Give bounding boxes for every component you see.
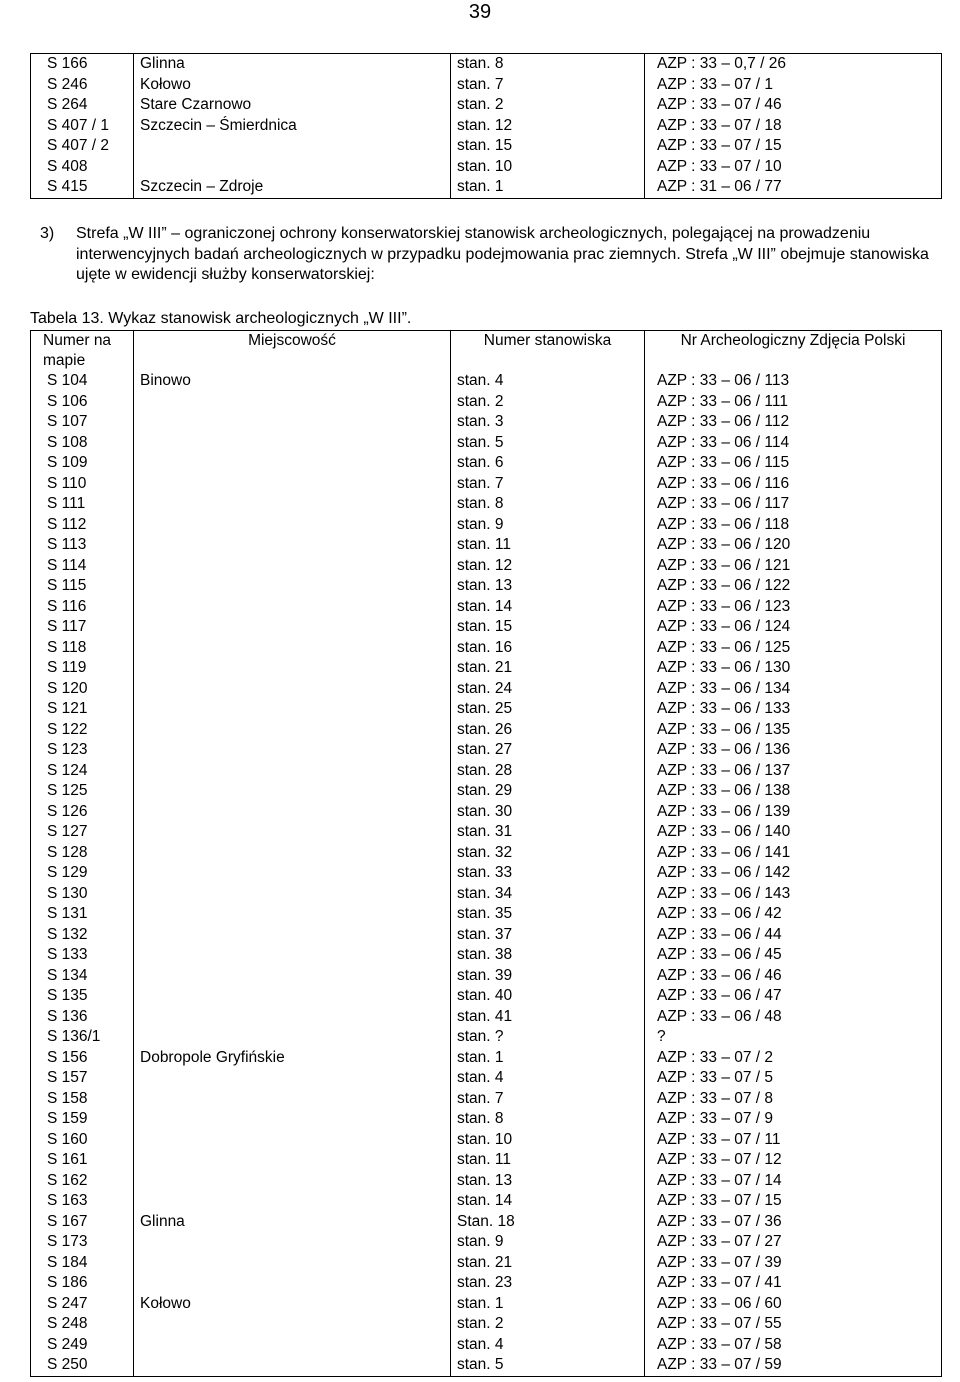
azp-number-cell: AZP : 33 – 06 / 124: [645, 617, 942, 638]
locality-cell: Stare Czarnowo: [134, 95, 451, 116]
map-number-cell: S 128: [31, 843, 134, 864]
locality-cell: [134, 556, 451, 577]
site-number-cell: stan. 21: [451, 658, 645, 679]
locality-cell: [134, 699, 451, 720]
locality-cell: [134, 1068, 451, 1089]
table-row: [31, 658, 942, 679]
azp-number-cell: AZP : 33 – 07 / 55: [645, 1314, 942, 1335]
azp-number-cell: AZP : 33 – 07 / 5: [645, 1068, 942, 1089]
paragraph-text: Strefa „W III” – ograniczonej ochrony konserwatorskiej stanowisk archeologicznych, polegającej na prowadzeniu interwencyjnych badań archeologicznych w przypadku podejmowania prac ziemnych. Strefa „W III” obejmuje stanowiska ujęte w ewidencji służby konserwatorskiej:: [76, 225, 929, 283]
map-number-cell: S 119: [31, 658, 134, 679]
locality-cell: [134, 720, 451, 741]
site-number-cell: stan. 6: [451, 453, 645, 474]
site-number-cell: stan. 12: [451, 116, 645, 137]
locality-cell: [134, 535, 451, 556]
map-number-cell: S 407 / 2: [31, 136, 134, 157]
site-number-cell: stan. 12: [451, 556, 645, 577]
table-row: [31, 740, 942, 761]
map-number-cell: S 161: [31, 1150, 134, 1171]
map-number-cell: S 114: [31, 556, 134, 577]
locality-cell: [134, 412, 451, 433]
site-number-cell: stan. 11: [451, 535, 645, 556]
site-number-cell: stan. ?: [451, 1027, 645, 1048]
azp-number-cell: AZP : 33 – 06 / 46: [645, 966, 942, 987]
azp-number-cell: AZP : 33 – 06 / 136: [645, 740, 942, 761]
site-number-cell: stan. 28: [451, 761, 645, 782]
azp-number-cell: AZP : 33 – 06 / 143: [645, 884, 942, 905]
locality-cell: [134, 1253, 451, 1274]
map-number-cell: S 160: [31, 1130, 134, 1151]
table-row: [31, 720, 942, 741]
azp-number-cell: AZP : 33 – 07 / 10: [645, 157, 942, 178]
map-number-cell: S 116: [31, 597, 134, 618]
azp-number-cell: AZP : 33 – 07 / 46: [645, 95, 942, 116]
locality-cell: [134, 863, 451, 884]
site-number-cell: stan. 15: [451, 136, 645, 157]
locality-cell: Binowo: [134, 371, 451, 392]
table-row: [31, 1068, 942, 1089]
table-row: [31, 679, 942, 700]
site-number-cell: stan. 13: [451, 576, 645, 597]
azp-number-cell: AZP : 33 – 06 / 114: [645, 433, 942, 454]
table-row: [31, 515, 942, 536]
azp-number-cell: AZP : 33 – 07 / 39: [645, 1253, 942, 1274]
site-number-cell: stan. 27: [451, 740, 645, 761]
map-number-cell: S 166: [31, 54, 134, 75]
map-number-cell: S 415: [31, 177, 134, 198]
azp-number-cell: AZP : 33 – 06 / 140: [645, 822, 942, 843]
table-row: [31, 761, 942, 782]
locality-cell: [134, 1130, 451, 1151]
site-number-cell: stan. 7: [451, 474, 645, 495]
azp-number-cell: AZP : 33 – 06 / 115: [645, 453, 942, 474]
map-number-cell: S 115: [31, 576, 134, 597]
locality-cell: [134, 1191, 451, 1212]
map-number-cell: S 158: [31, 1089, 134, 1110]
map-number-cell: S 126: [31, 802, 134, 823]
site-number-cell: stan. 30: [451, 802, 645, 823]
map-number-cell: S 184: [31, 1253, 134, 1274]
table-row: [31, 95, 942, 116]
map-number-cell: S 104: [31, 371, 134, 392]
map-number-cell: S 127: [31, 822, 134, 843]
locality-cell: [134, 494, 451, 515]
locality-cell: [134, 1089, 451, 1110]
locality-cell: [134, 986, 451, 1007]
table-row: [31, 75, 942, 96]
site-number-cell: stan. 16: [451, 638, 645, 659]
locality-cell: [134, 925, 451, 946]
azp-number-cell: AZP : 33 – 06 / 142: [645, 863, 942, 884]
locality-cell: Dobropole Gryfińskie: [134, 1048, 451, 1069]
table-row: [31, 1048, 942, 1069]
locality-cell: Kołowo: [134, 1294, 451, 1315]
map-number-cell: S 186: [31, 1273, 134, 1294]
site-number-cell: stan. 23: [451, 1273, 645, 1294]
map-number-cell: S 249: [31, 1335, 134, 1356]
locality-cell: [134, 966, 451, 987]
azp-number-cell: AZP : 33 – 06 / 48: [645, 1007, 942, 1028]
azp-number-cell: AZP : 33 – 06 / 138: [645, 781, 942, 802]
table-row: [31, 392, 942, 413]
site-number-cell: stan. 2: [451, 392, 645, 413]
map-number-cell: S 407 / 1: [31, 116, 134, 137]
locality-cell: [134, 945, 451, 966]
table-row: [31, 54, 942, 75]
locality-cell: [134, 1314, 451, 1335]
map-number-cell: S 124: [31, 761, 134, 782]
locality-cell: [134, 1232, 451, 1253]
locality-cell: [134, 1273, 451, 1294]
locality-cell: [134, 1355, 451, 1376]
page-number: 39: [468, 1, 492, 23]
table-row: [31, 884, 942, 905]
table-row: [31, 1355, 942, 1376]
azp-number-cell: AZP : 33 – 06 / 111: [645, 392, 942, 413]
locality-cell: [134, 781, 451, 802]
map-number-cell: S 159: [31, 1109, 134, 1130]
locality-cell: [134, 1335, 451, 1356]
locality-cell: [134, 515, 451, 536]
table-row: [31, 371, 942, 392]
azp-number-cell: AZP : 33 – 07 / 11: [645, 1130, 942, 1151]
table-row: [31, 1171, 942, 1192]
azp-number-cell: AZP : 33 – 06 / 130: [645, 658, 942, 679]
locality-cell: Glinna: [134, 54, 451, 75]
site-number-cell: stan. 40: [451, 986, 645, 1007]
map-number-cell: S 248: [31, 1314, 134, 1335]
map-number-cell: S 136/1: [31, 1027, 134, 1048]
site-number-cell: stan. 37: [451, 925, 645, 946]
table-row: [31, 638, 942, 659]
table-row: [31, 863, 942, 884]
paragraph-number: 3): [40, 225, 55, 242]
locality-cell: [134, 1007, 451, 1028]
table-row: [31, 1212, 942, 1233]
azp-number-cell: AZP : 33 – 06 / 125: [645, 638, 942, 659]
site-number-cell: stan. 34: [451, 884, 645, 905]
azp-number-cell: AZP : 33 – 06 / 112: [645, 412, 942, 433]
site-number-cell: stan. 4: [451, 1335, 645, 1356]
azp-number-cell: AZP : 33 – 07 / 2: [645, 1048, 942, 1069]
site-number-cell: stan. 41: [451, 1007, 645, 1028]
site-number-cell: stan. 4: [451, 371, 645, 392]
table-row: [31, 157, 942, 178]
table-row: [31, 1314, 942, 1335]
table-row: [31, 597, 942, 618]
azp-number-cell: AZP : 33 – 06 / 120: [645, 535, 942, 556]
azp-number-cell: ?: [645, 1027, 942, 1048]
table-row: [31, 116, 942, 137]
table-row: [31, 1130, 942, 1151]
site-number-cell: stan. 15: [451, 617, 645, 638]
table-row: [31, 925, 942, 946]
azp-number-cell: AZP : 33 – 06 / 42: [645, 904, 942, 925]
site-number-cell: stan. 31: [451, 822, 645, 843]
site-number-cell: stan. 26: [451, 720, 645, 741]
map-number-cell: S 106: [31, 392, 134, 413]
map-number-cell: S 112: [31, 515, 134, 536]
map-number-cell: S 163: [31, 1191, 134, 1212]
table-row: [31, 945, 942, 966]
locality-cell: Glinna: [134, 1212, 451, 1233]
locality-cell: [134, 1150, 451, 1171]
table-row: [31, 136, 942, 157]
table-caption: Tabela 13. Wykaz stanowisk archeologicznych „W III”.: [30, 310, 412, 327]
azp-number-cell: AZP : 33 – 06 / 133: [645, 699, 942, 720]
site-number-cell: stan. 8: [451, 54, 645, 75]
zone-description: [40, 224, 956, 286]
azp-number-cell: AZP : 33 – 06 / 60: [645, 1294, 942, 1315]
table-row: [31, 494, 942, 515]
azp-number-cell: AZP : 33 – 06 / 113: [645, 371, 942, 392]
site-number-cell: stan. 2: [451, 1314, 645, 1335]
map-number-cell: S 120: [31, 679, 134, 700]
azp-number-cell: AZP : 33 – 06 / 45: [645, 945, 942, 966]
map-number-cell: S 136: [31, 1007, 134, 1028]
locality-cell: [134, 136, 451, 157]
site-number-cell: stan. 32: [451, 843, 645, 864]
locality-cell: Szczecin – Śmierdnica: [134, 116, 451, 137]
map-number-cell: S 111: [31, 494, 134, 515]
azp-number-cell: AZP : 33 – 07 / 1: [645, 75, 942, 96]
sites-table-w3: [30, 330, 942, 1377]
locality-cell: [134, 658, 451, 679]
table-row: [31, 1007, 942, 1028]
locality-cell: [134, 576, 451, 597]
locality-cell: [134, 453, 451, 474]
azp-number-cell: AZP : 33 – 06 / 44: [645, 925, 942, 946]
site-number-cell: stan. 25: [451, 699, 645, 720]
azp-number-cell: AZP : 33 – 07 / 27: [645, 1232, 942, 1253]
azp-number-cell: AZP : 33 – 07 / 8: [645, 1089, 942, 1110]
locality-cell: [134, 474, 451, 495]
azp-number-cell: AZP : 33 – 06 / 141: [645, 843, 942, 864]
azp-number-cell: AZP : 33 – 06 / 117: [645, 494, 942, 515]
table-row: [31, 781, 942, 802]
azp-number-cell: AZP : 33 – 0,7 / 26: [645, 54, 942, 75]
header-locality: Miejscowość: [134, 331, 451, 372]
site-number-cell: stan. 14: [451, 597, 645, 618]
map-number-cell: S 122: [31, 720, 134, 741]
site-number-cell: stan. 21: [451, 1253, 645, 1274]
locality-cell: [134, 617, 451, 638]
map-number-cell: S 123: [31, 740, 134, 761]
azp-number-cell: AZP : 33 – 07 / 9: [645, 1109, 942, 1130]
table-row: [31, 1253, 942, 1274]
site-number-cell: stan. 1: [451, 177, 645, 198]
site-number-cell: stan. 11: [451, 1150, 645, 1171]
azp-number-cell: AZP : 33 – 06 / 118: [645, 515, 942, 536]
site-number-cell: stan. 8: [451, 494, 645, 515]
azp-number-cell: AZP : 33 – 06 / 135: [645, 720, 942, 741]
map-number-cell: S 162: [31, 1171, 134, 1192]
azp-number-cell: AZP : 33 – 07 / 36: [645, 1212, 942, 1233]
site-number-cell: stan. 13: [451, 1171, 645, 1192]
site-number-cell: stan. 8: [451, 1109, 645, 1130]
map-number-cell: S 130: [31, 884, 134, 905]
table-row: [31, 453, 942, 474]
locality-cell: [134, 884, 451, 905]
azp-number-cell: AZP : 33 – 06 / 139: [645, 802, 942, 823]
site-number-cell: stan. 3: [451, 412, 645, 433]
table-row: [31, 802, 942, 823]
table-row: [31, 1089, 942, 1110]
table-row: [31, 1027, 942, 1048]
locality-cell: [134, 392, 451, 413]
locality-cell: [134, 638, 451, 659]
table-row: [31, 966, 942, 987]
table-row: [31, 986, 942, 1007]
map-number-cell: S 107: [31, 412, 134, 433]
map-number-cell: S 113: [31, 535, 134, 556]
table-row: [31, 1294, 942, 1315]
azp-number-cell: AZP : 33 – 06 / 116: [645, 474, 942, 495]
azp-number-cell: AZP : 31 – 06 / 77: [645, 177, 942, 198]
site-number-cell: stan. 38: [451, 945, 645, 966]
site-number-cell: stan. 10: [451, 1130, 645, 1151]
azp-number-cell: AZP : 33 – 06 / 123: [645, 597, 942, 618]
map-number-cell: S 121: [31, 699, 134, 720]
map-number-cell: S 108: [31, 433, 134, 454]
locality-cell: [134, 822, 451, 843]
table-row: [31, 699, 942, 720]
top-sites-table: [30, 53, 942, 199]
locality-cell: [134, 802, 451, 823]
azp-number-cell: AZP : 33 – 06 / 122: [645, 576, 942, 597]
site-number-cell: stan. 1: [451, 1048, 645, 1069]
header-site-number: Numer stanowiska: [451, 331, 645, 372]
locality-cell: [134, 904, 451, 925]
locality-cell: [134, 597, 451, 618]
table-row: [31, 556, 942, 577]
site-number-cell: stan. 29: [451, 781, 645, 802]
site-number-cell: stan. 24: [451, 679, 645, 700]
map-number-cell: S 129: [31, 863, 134, 884]
map-number-cell: S 157: [31, 1068, 134, 1089]
site-number-cell: stan. 2: [451, 95, 645, 116]
locality-cell: [134, 843, 451, 864]
table-row: [31, 474, 942, 495]
map-number-cell: S 167: [31, 1212, 134, 1233]
azp-number-cell: AZP : 33 – 07 / 58: [645, 1335, 942, 1356]
site-number-cell: stan. 5: [451, 1355, 645, 1376]
map-number-cell: S 156: [31, 1048, 134, 1069]
locality-cell: Kołowo: [134, 75, 451, 96]
map-number-cell: S 246: [31, 75, 134, 96]
table-row: [31, 1232, 942, 1253]
table-row: [31, 576, 942, 597]
site-number-cell: stan. 33: [451, 863, 645, 884]
azp-number-cell: AZP : 33 – 06 / 121: [645, 556, 942, 577]
map-number-cell: S 110: [31, 474, 134, 495]
table-row: [31, 1273, 942, 1294]
site-number-cell: stan. 9: [451, 515, 645, 536]
azp-number-cell: AZP : 33 – 07 / 12: [645, 1150, 942, 1171]
map-number-cell: S 132: [31, 925, 134, 946]
table-header-row: [31, 331, 942, 372]
map-number-cell: S 173: [31, 1232, 134, 1253]
map-number-cell: S 134: [31, 966, 134, 987]
table-row: [31, 1191, 942, 1212]
site-number-cell: Stan. 18: [451, 1212, 645, 1233]
header-map-number: Numer na mapie: [31, 331, 134, 372]
azp-number-cell: AZP : 33 – 07 / 15: [645, 1191, 942, 1212]
locality-cell: [134, 761, 451, 782]
locality-cell: [134, 433, 451, 454]
map-number-cell: S 118: [31, 638, 134, 659]
table-row: [31, 535, 942, 556]
locality-cell: [134, 740, 451, 761]
header-azp-number: Nr Archeologiczny Zdjęcia Polski: [645, 331, 942, 372]
map-number-cell: S 109: [31, 453, 134, 474]
map-number-cell: S 408: [31, 157, 134, 178]
map-number-cell: S 117: [31, 617, 134, 638]
azp-number-cell: AZP : 33 – 07 / 41: [645, 1273, 942, 1294]
azp-number-cell: AZP : 33 – 06 / 137: [645, 761, 942, 782]
site-number-cell: stan. 7: [451, 75, 645, 96]
locality-cell: [134, 1171, 451, 1192]
table-row: [31, 1150, 942, 1171]
azp-number-cell: AZP : 33 – 06 / 134: [645, 679, 942, 700]
map-number-cell: S 264: [31, 95, 134, 116]
azp-number-cell: AZP : 33 – 07 / 15: [645, 136, 942, 157]
table-row: [31, 433, 942, 454]
table-row: [31, 843, 942, 864]
site-number-cell: stan. 9: [451, 1232, 645, 1253]
table-row: [31, 617, 942, 638]
map-number-cell: S 250: [31, 1355, 134, 1376]
table-row: [31, 412, 942, 433]
azp-number-cell: AZP : 33 – 07 / 18: [645, 116, 942, 137]
map-number-cell: S 133: [31, 945, 134, 966]
table-row: [31, 1109, 942, 1130]
locality-cell: [134, 1027, 451, 1048]
azp-number-cell: AZP : 33 – 07 / 59: [645, 1355, 942, 1376]
site-number-cell: stan. 7: [451, 1089, 645, 1110]
site-number-cell: stan. 35: [451, 904, 645, 925]
locality-cell: Szczecin – Zdroje: [134, 177, 451, 198]
site-number-cell: stan. 4: [451, 1068, 645, 1089]
table-row: [31, 904, 942, 925]
azp-number-cell: AZP : 33 – 07 / 14: [645, 1171, 942, 1192]
site-number-cell: stan. 5: [451, 433, 645, 454]
locality-cell: [134, 1109, 451, 1130]
site-number-cell: stan. 10: [451, 157, 645, 178]
map-number-cell: S 135: [31, 986, 134, 1007]
map-number-cell: S 247: [31, 1294, 134, 1315]
table-row: [31, 177, 942, 198]
locality-cell: [134, 157, 451, 178]
table-row: [31, 822, 942, 843]
map-number-cell: S 131: [31, 904, 134, 925]
azp-number-cell: AZP : 33 – 06 / 47: [645, 986, 942, 1007]
site-number-cell: stan. 39: [451, 966, 645, 987]
site-number-cell: stan. 1: [451, 1294, 645, 1315]
map-number-cell: S 125: [31, 781, 134, 802]
locality-cell: [134, 679, 451, 700]
table-row: [31, 1335, 942, 1356]
site-number-cell: stan. 14: [451, 1191, 645, 1212]
